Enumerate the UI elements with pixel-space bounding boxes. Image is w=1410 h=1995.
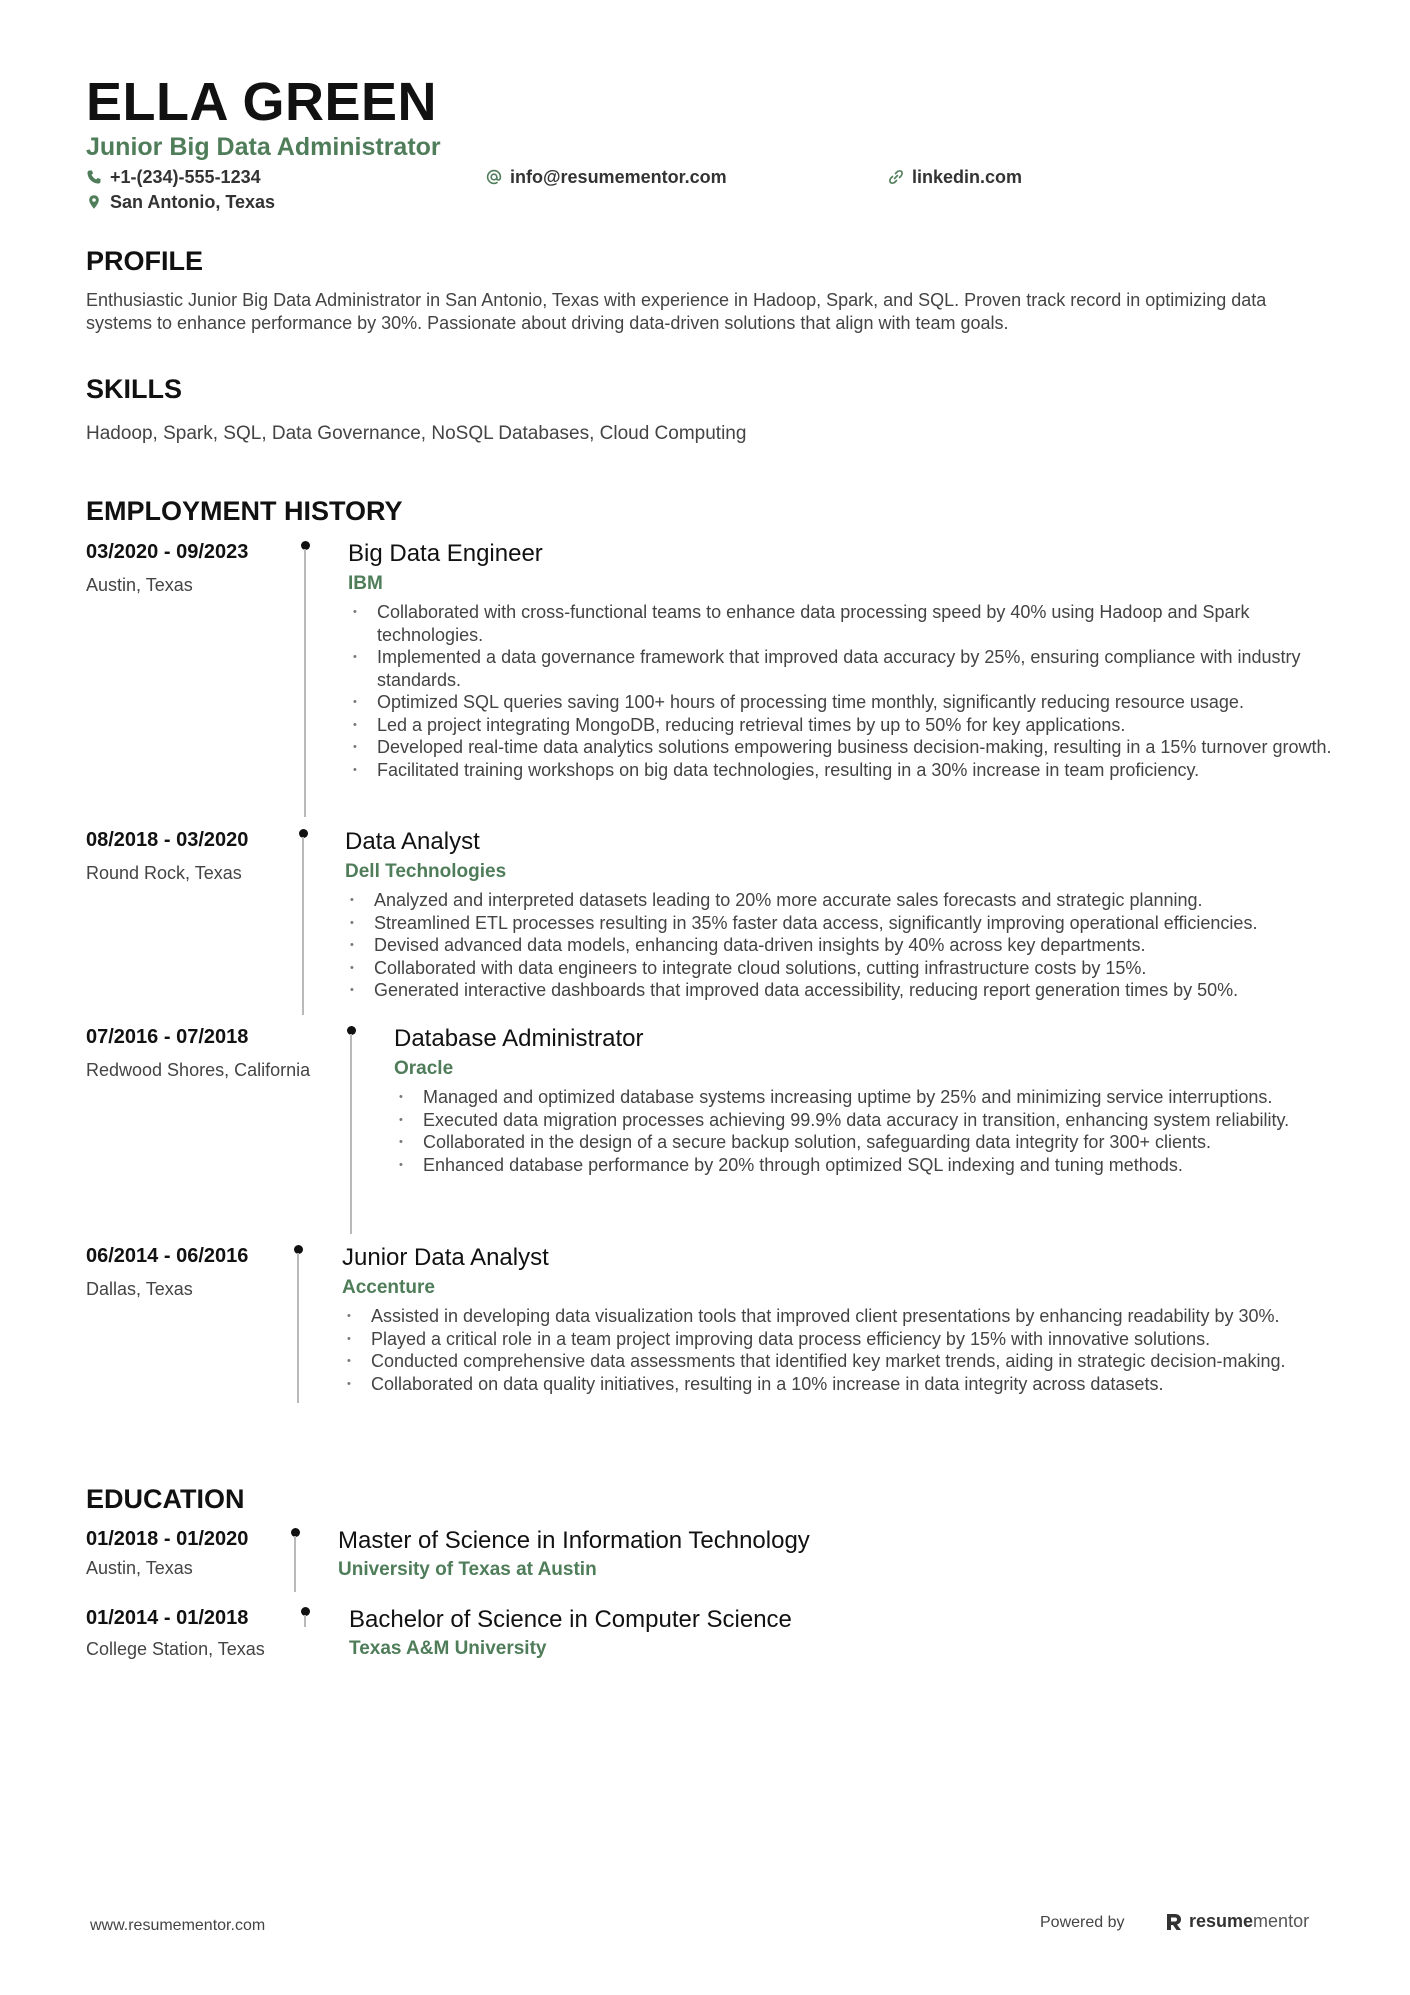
education-location: Austin, Texas	[86, 1558, 193, 1578]
list-item: • Managed and optimized database systems increasing uptime by 25% and minimizing service interruptions.	[394, 1086, 1354, 1109]
list-item: • Optimized SQL queries saving 100+ hours of processing time monthly, significantly reducing resource usage.	[348, 691, 1348, 714]
phone-contact	[86, 165, 261, 189]
job-entry	[86, 1243, 1336, 1413]
email-contact	[486, 165, 727, 189]
list-item: • Played a critical role in a team project improving data process efficiency by 15% with innovative solutions.	[342, 1328, 1342, 1351]
job-location: Redwood Shores, California	[86, 1060, 311, 1080]
job-title: Database Administrator	[394, 1025, 644, 1052]
employment-heading: EMPLOYMENT HISTORY	[86, 496, 403, 526]
job-entry	[86, 539, 1336, 819]
degree-title: Bachelor of Science in Computer Science	[349, 1606, 792, 1633]
job-dates: 07/2016 - 07/2018	[86, 1026, 249, 1048]
company-name: Accenture	[342, 1277, 435, 1298]
job-bullets	[342, 1305, 1342, 1395]
degree-title: Master of Science in Information Technology	[338, 1527, 810, 1554]
company-name: Dell Technologies	[345, 861, 507, 882]
job-entry	[86, 1024, 1336, 1234]
resumementor-logo-icon	[1165, 1912, 1183, 1932]
list-item: • Collaborated with cross-functional teams to enhance data processing speed by 40% using Hadoop and Spark technologies.	[348, 601, 1348, 646]
job-location: Austin, Texas	[86, 575, 193, 595]
resumementor-brand[interactable]	[1165, 1911, 1309, 1932]
powered-by-label: Powered by	[1040, 1914, 1125, 1931]
list-item: • Led a project integrating MongoDB, reducing retrieval times by up to 50% for key applications.	[348, 714, 1348, 737]
company-name: IBM	[348, 573, 383, 594]
timeline-line	[304, 1615, 306, 1627]
list-item: • Devised advanced data models, enhancing data-driven insights by 40% across key departments.	[345, 934, 1355, 957]
timeline-line	[350, 1034, 352, 1234]
list-item: • Assisted in developing data visualization tools that improved client presentations by enhancing readability by 30%.	[342, 1305, 1342, 1328]
linkedin-contact	[888, 165, 1022, 189]
list-item: • Implemented a data governance framework that improved data accuracy by 25%, ensuring compliance with industry standards.	[348, 646, 1348, 691]
job-title: Big Data Engineer	[348, 540, 543, 567]
skills-text: Hadoop, Spark, SQL, Data Governance, NoSQL Databases, Cloud Computing	[86, 423, 747, 444]
job-location: Round Rock, Texas	[86, 863, 242, 883]
profile-heading: PROFILE	[86, 246, 204, 276]
list-item: • Developed real-time data analytics solutions empowering business decision-making, resulting in a 15% turnover growth.	[348, 736, 1348, 759]
education-location: College Station, Texas	[86, 1639, 265, 1659]
linkedin-link[interactable]: linkedin.com	[912, 166, 1023, 187]
list-item: • Executed data migration processes achieving 99.9% data accuracy in transition, enhancing system reliability.	[394, 1109, 1354, 1132]
candidate-name: ELLA GREEN	[86, 72, 438, 132]
footer-url[interactable]: www.resumementor.com	[90, 1917, 266, 1934]
brand-mentor-text: mentor	[1253, 1911, 1310, 1931]
job-entry	[86, 827, 1336, 1017]
job-dates: 03/2020 - 09/2023	[86, 541, 249, 563]
job-title: Data Analyst	[345, 828, 480, 855]
profile-text: Enthusiastic Junior Big Data Administrator in San Antonio, Texas with experience in Hadoop, Spark, and SQL. Proven track record in optimizing data systems to enhance performance by 30%. Passionate about driving data-driven solutions that align with team goals.	[86, 290, 1267, 333]
job-bullets	[394, 1086, 1354, 1176]
location-contact	[86, 190, 275, 214]
candidate-title: Junior Big Data Administrator	[86, 133, 441, 161]
school-name: University of Texas at Austin	[338, 1559, 597, 1580]
education-heading: EDUCATION	[86, 1484, 245, 1514]
job-location: Dallas, Texas	[86, 1279, 193, 1299]
education-dates: 01/2018 - 01/2020	[86, 1528, 249, 1550]
education-dates: 01/2014 - 01/2018	[86, 1607, 249, 1629]
education-entry	[86, 1526, 1336, 1596]
list-item: • Conducted comprehensive data assessments that identified key market trends, aiding in strategic decision-making.	[342, 1350, 1342, 1373]
job-bullets	[348, 601, 1348, 781]
location-pin-icon	[86, 194, 102, 210]
at-icon	[486, 169, 502, 185]
phone-number[interactable]: +1-(234)-555-1234	[110, 166, 261, 187]
job-dates: 08/2018 - 03/2020	[86, 829, 249, 851]
job-dates: 06/2014 - 06/2016	[86, 1245, 249, 1267]
location-text: San Antonio, Texas	[110, 191, 276, 212]
link-icon	[888, 169, 904, 185]
list-item: • Facilitated training workshops on big data technologies, resulting in a 30% increase in team proficiency.	[348, 759, 1348, 782]
timeline-line	[304, 549, 306, 817]
timeline-line	[302, 837, 304, 1015]
school-name: Texas A&M University	[349, 1638, 547, 1659]
brand-resume-text: resume	[1189, 1911, 1254, 1931]
skills-heading: SKILLS	[86, 374, 183, 404]
list-item: • Streamlined ETL processes resulting in 35% faster data access, significantly improving operational efficiencies.	[345, 912, 1355, 935]
education-entry	[86, 1605, 1336, 1675]
list-item: • Collaborated on data quality initiatives, resulting in a 10% increase in data integrity across datasets.	[342, 1373, 1342, 1396]
list-item: • Collaborated with data engineers to integrate cloud solutions, cutting infrastructure costs by 15%.	[345, 957, 1355, 980]
timeline-line	[297, 1253, 299, 1403]
list-item: • Enhanced database performance by 20% through optimized SQL indexing and tuning methods.	[394, 1154, 1354, 1177]
list-item: • Generated interactive dashboards that improved data accessibility, reducing report generation times by 50%.	[345, 979, 1355, 1002]
company-name: Oracle	[394, 1058, 454, 1079]
job-title: Junior Data Analyst	[342, 1244, 549, 1271]
job-bullets	[345, 889, 1355, 1002]
timeline-line	[294, 1536, 296, 1592]
email-address[interactable]: info@resumementor.com	[510, 166, 727, 187]
phone-icon	[86, 169, 102, 185]
list-item: • Collaborated in the design of a secure backup solution, safeguarding data integrity for 300+ clients.	[394, 1131, 1354, 1154]
list-item: • Analyzed and interpreted datasets leading to 20% more accurate sales forecasts and strategic planning.	[345, 889, 1355, 912]
